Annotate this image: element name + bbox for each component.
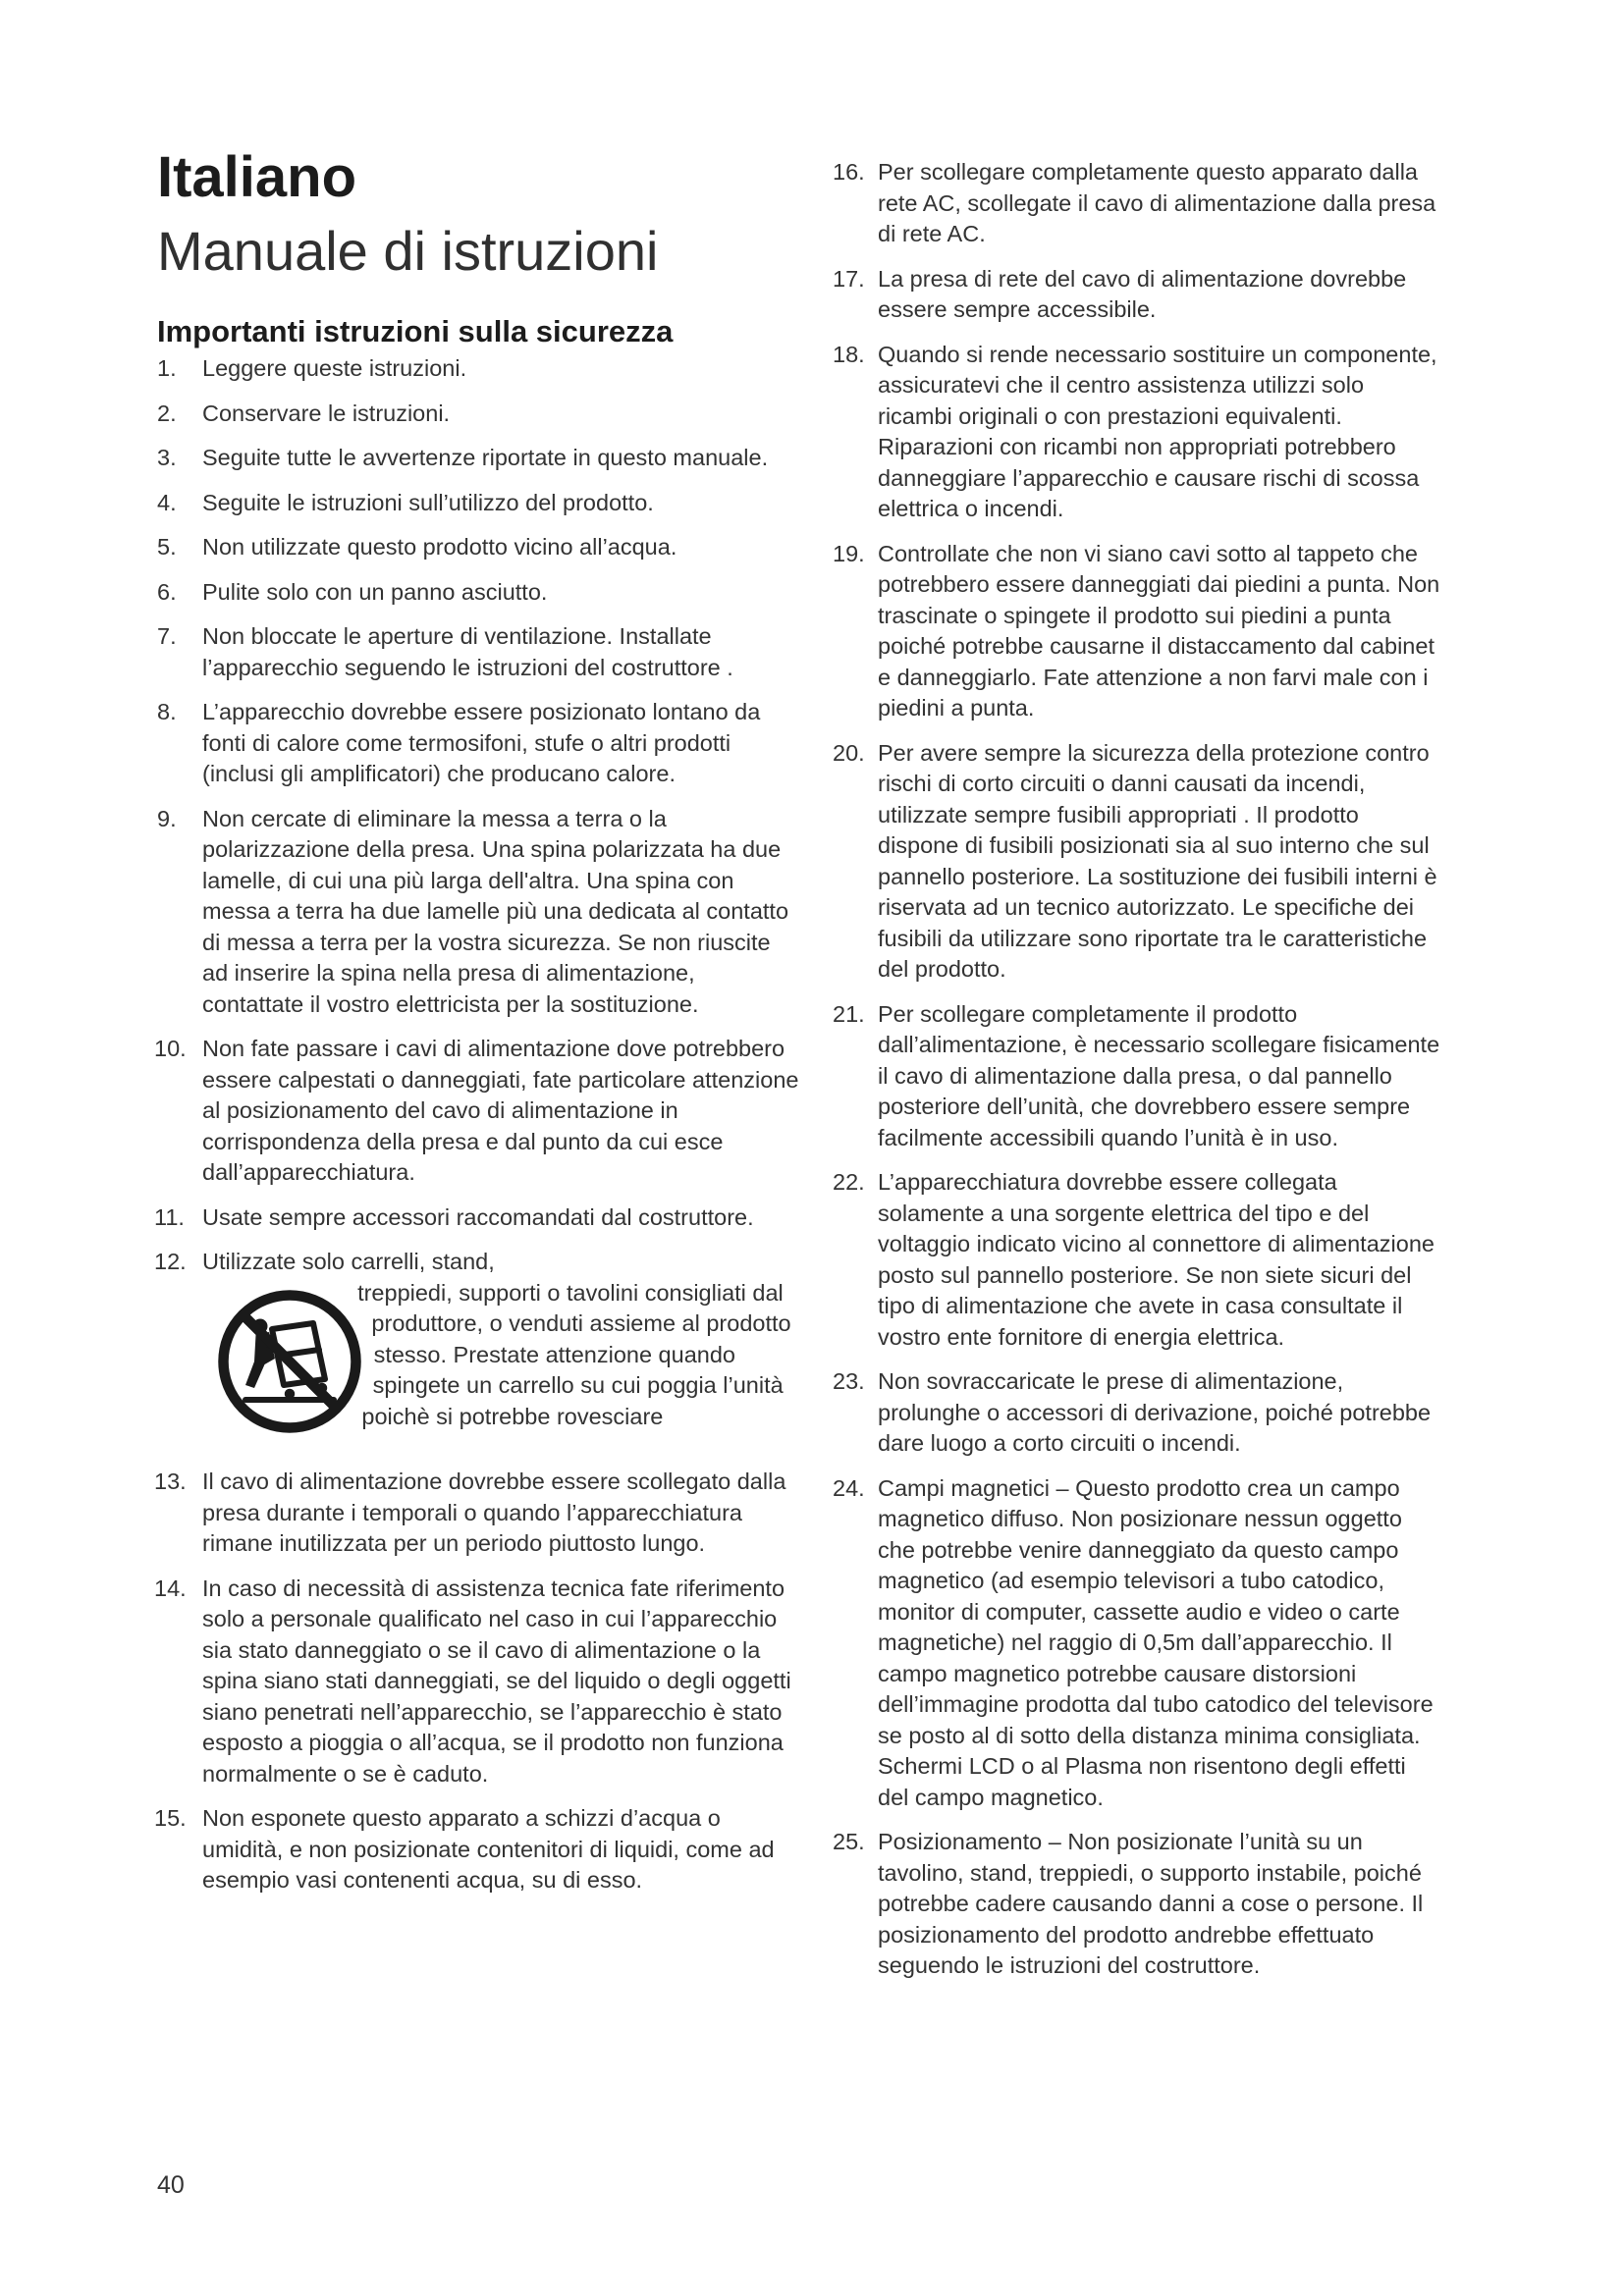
item-number: 9. xyxy=(157,805,177,831)
item-text: Non cercate di eliminare la messa a terra o la polarizzazione della presa. Una spina polarizzata ha due lamelle, di cui una più larga dell'altra. Una spina con messa a terra ha due lamelle più una dedicata al contatto di messa a terra per la vostra sicurezza. Se non riuscite ad inserire la spina nella presa di alimentazione, contattate il vostro elettricista per la sostituzione. xyxy=(202,805,789,1017)
item-number: 5. xyxy=(157,534,177,560)
item-number: 11. xyxy=(154,1203,185,1230)
list-item-cart-warning xyxy=(154,1247,800,1453)
item-number: 6. xyxy=(157,578,177,605)
item-number: 22. xyxy=(833,1169,865,1195)
item-number: 24. xyxy=(833,1474,865,1501)
list-item xyxy=(154,1467,800,1560)
list-item xyxy=(157,804,800,1021)
item-text: Seguite tutte le avvertenze riportate in questo manuale. xyxy=(202,445,769,470)
item-number: 3. xyxy=(157,445,177,470)
list-item xyxy=(833,1473,1441,1814)
list-item xyxy=(154,1034,800,1189)
item-text: Quando si rende necessario sostituire un componente, assicuratevi che il centro assistenza utilizzi solo ricambi originali o con prestazioni equivalenti. Riparazioni con ricambi non appropriati potrebbero danneggiare l’apparecchio e causare rischi di scossa elettrica o incendi. xyxy=(878,341,1437,521)
list-item xyxy=(833,157,1441,250)
list-item xyxy=(833,264,1441,326)
list-item xyxy=(833,1366,1441,1460)
manual-title: Manuale di istruzioni xyxy=(157,220,659,282)
item-text: Controllate che non vi siano cavi sotto al tappeto che potrebbero essere danneggiati dai piedini a punta. Non trascinate o spingete il prodotto sui piedini a punta poiché potrebbe causarne il distaccamento dal cabinet e danneggiarlo. Fate attenzione a non farvi male con i piedini a punta. xyxy=(878,540,1440,721)
list-item xyxy=(157,532,800,563)
item-text: Il cavo di alimentazione dovrebbe essere scollegato dalla presa durante i temporali o quando l’apparecchiatura rimane inutilizzata per un periodo piuttosto lungo. xyxy=(202,1468,786,1556)
item-text: Usate sempre accessori raccomandati dal costruttore. xyxy=(202,1203,754,1230)
list-item xyxy=(833,999,1441,1154)
list-item xyxy=(157,488,800,519)
item-number: 16. xyxy=(833,159,865,185)
list-item xyxy=(154,1803,800,1896)
list-item xyxy=(154,1202,800,1234)
item-text: Seguite le istruzioni sull’utilizzo del prodotto. xyxy=(202,489,654,515)
list-item xyxy=(833,1167,1441,1353)
list-item xyxy=(833,539,1441,724)
item-text: Per avere sempre la sicurezza della protezione contro rischi di corto circuiti o danni causati da incendi, utilizzate sempre fusibili appropriati . Il prodotto dispone di fusibili posizionati sia al suo interno che sul pannello posteriore. La sostituzione dei fusibili interni è riservata ad un tecnico autorizzato. Le specifiche dei fusibili da utilizzare sono riportate tra le caratteristiche del prodotto. xyxy=(878,739,1437,982)
item-lead-text: Utilizzate solo carrelli, stand, xyxy=(202,1249,495,1274)
page-number: 40 xyxy=(157,2171,185,2199)
list-item xyxy=(157,443,800,474)
item-text: Per scollegare completamente il prodotto dall’alimentazione, è necessario scollegare fisicamente il cavo di alimentazione dalla presa, o dal pannello posteriore dell’unità, che dovrebbero essere sempre facilmente accessibili quando l’unità è in uso. xyxy=(878,1000,1440,1150)
item-number: 17. xyxy=(833,265,865,292)
item-text: L’apparecchio dovrebbe essere posizionato lontano da fonti di calore come termosifoni, stufe o altri prodotti (inclusi gli amplificatori) che producano calore. xyxy=(202,699,761,786)
item-number: 4. xyxy=(157,489,177,515)
item-text: treppiedi, supporti o tavolini consigliati dal produttore, o venduti assieme al prodotto stesso. Prestate attenzione quando spingete un carrello su cui poggia l’unità poichè si potrebbe rovesciare xyxy=(357,1279,791,1429)
item-text: Non bloccate le aperture di ventilazione. Installate l’apparecchio seguendo le istruzioni del costruttore . xyxy=(202,623,733,680)
item-number: 2. xyxy=(157,400,177,426)
item-text: Non fate passare i cavi di alimentazione dove potrebbero essere calpestati o danneggiati, fate particolare attenzione al posizionamento del cavo di alimentazione in corrispondenza della presa e dal punto da cui esce dall’apparecchiatura. xyxy=(202,1036,799,1185)
item-text: Posizionamento – Non posizionate l’unità su un tavolino, stand, treppiedi, o supporto instabile, poiché potrebbe cadere causando danni a cose o persone. Il posizionamento del prodotto andrebbe effettuato seguendo le istruzioni del costruttore. xyxy=(878,1829,1424,1978)
list-item xyxy=(833,1827,1441,1982)
list-item xyxy=(157,697,800,790)
item-text: Non sovraccaricate le prese di alimentazione, prolunghe o accessori di derivazione, poiché potrebbe dare luogo a corto circuiti o incendi. xyxy=(878,1368,1432,1456)
item-text: Conservare le istruzioni. xyxy=(202,400,451,426)
safety-instructions-list-left xyxy=(154,353,800,1910)
language-heading: Italiano xyxy=(157,145,357,209)
item-text: Campi magnetici – Questo prodotto crea un campo magnetico diffuso. Non posizionare nessun oggetto che potrebbe venire danneggiato da questo campo magnetico (ad esempio televisori a tubo catodico, monitor di computer, cassette audio e video o carte magnetiche) nel raggio di 0,5m dall’apparecchio. Il campo magnetico potrebbe causare distorsioni dell’immagine prodotta dal tubo catodico del televisore se posto al di sotto della distanza minima consigliata. Schermi LCD o al Plasma non risentono degli effetti del campo magnetico. xyxy=(878,1474,1434,1810)
item-number: 18. xyxy=(833,341,865,367)
item-number: 7. xyxy=(157,623,177,649)
item-number: 12. xyxy=(154,1249,187,1274)
item-number: 1. xyxy=(157,355,177,381)
list-item xyxy=(157,621,800,683)
item-number: 14. xyxy=(154,1575,187,1601)
item-text: Non utilizzate questo prodotto vicino all’acqua. xyxy=(202,534,677,560)
list-item xyxy=(157,577,800,609)
item-text: Per scollegare completamente questo apparato dalla rete AC, scollegate il cavo di alimentazione dalla presa di rete AC. xyxy=(878,159,1436,246)
item-number: 23. xyxy=(833,1368,865,1394)
item-text: Pulite solo con un panno asciutto. xyxy=(202,578,548,605)
list-item xyxy=(154,1574,800,1790)
item-number: 8. xyxy=(157,699,177,724)
section-heading: Importanti istruzioni sulla sicurezza xyxy=(157,314,674,348)
item-text: Leggere queste istruzioni. xyxy=(202,355,467,381)
item-text: In caso di necessità di assistenza tecnica fate riferimento solo a personale qualificato nel caso in cui l’apparecchio sia stato danneggiato o se il cavo di alimentazione o la spina siano stati danneggiati, se del liquido o degli oggetti siano penetrati nell’apparecchio, se l’apparecchio è stato esposto a pioggia o all’acqua, se il prodotto non funziona normalmente o se è caduto. xyxy=(202,1575,791,1787)
item-text: La presa di rete del cavo di alimentazione dovrebbe essere sempre accessibile. xyxy=(878,265,1407,322)
list-item xyxy=(833,340,1441,525)
list-item xyxy=(157,353,800,385)
item-number: 25. xyxy=(833,1829,865,1854)
list-item xyxy=(833,738,1441,986)
item-text: L’apparecchiatura dovrebbe essere collegata solamente a una sorgente elettrica del tipo e del voltaggio indicato vicino al connettore di alimentazione posto sul pannello posteriore. Se non siete sicuri del tipo di alimentazione che avete in casa consultate il vostro ente fornitore di energia elettrica. xyxy=(878,1169,1435,1350)
safety-instructions-list-right xyxy=(833,157,1441,1996)
item-text: Non esponete questo apparato a schizzi d’acqua o umidità, e non posizionate contenitori di liquidi, come ad esempio vasi contenenti acqua, su di esso. xyxy=(202,1805,775,1893)
item-number: 15. xyxy=(154,1805,187,1831)
item-number: 20. xyxy=(833,739,865,766)
item-number: 10. xyxy=(154,1036,187,1061)
item-number: 13. xyxy=(154,1468,187,1494)
item-number: 21. xyxy=(833,1000,865,1027)
item-number: 19. xyxy=(833,540,865,566)
cart-tip-over-warning-icon xyxy=(216,1288,363,1435)
list-item xyxy=(157,399,800,430)
